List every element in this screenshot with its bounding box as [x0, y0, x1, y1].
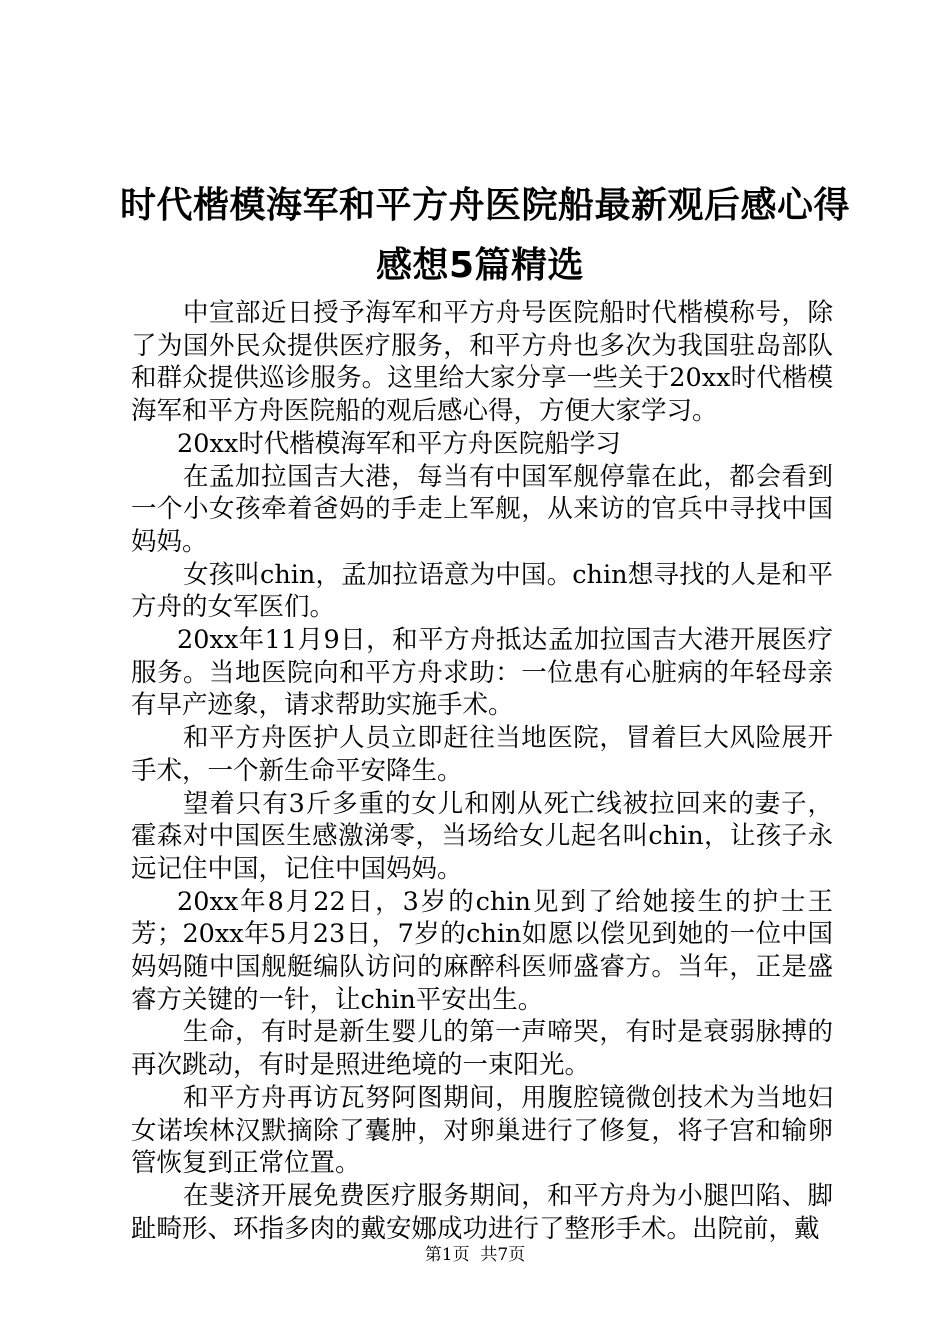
page-number-footer: 第1页 共7页 — [424, 1245, 526, 1265]
paragraph: 和平方舟医护人员立即赶往当地医院，冒着巨大风险展开手术，一个新生命平安降生。 — [131, 723, 833, 786]
document-title-line-2: 感想5篇精选 — [375, 245, 585, 286]
document-body — [131, 297, 833, 1245]
paragraph: 20xx年8月22日，3岁的chin见到了给她接生的护士王芳；20xx年5月23日，7岁的chin如愿以偿见到她的一位中国妈妈随中国舰艇编队访问的麻醉科医师盛睿方。当年，正是盛睿方关键的一针，让chin平安出生。 — [131, 886, 833, 1015]
paragraph: 女孩叫chin，孟加拉语意为中国。chin想寻找的人是和平方舟的女军医们。 — [131, 559, 833, 623]
paragraph-subheading: 20xx时代楷模海军和平方舟医院船学习 — [177, 428, 621, 459]
paragraph: 和平方舟再访瓦努阿图期间，用腹腔镜微创技术为当地妇女诺埃林汉默摘除了囊肿，对卵巢进行了修复，将子宫和输卵管恢复到正常位置。 — [131, 1082, 833, 1179]
document-title-line-1: 时代楷模海军和平方舟医院船最新观后感心得 — [120, 185, 851, 226]
paragraph-intro: 中宣部近日授予海军和平方舟号医院船时代楷模称号，除了为国外民众提供医疗服务，和平方舟也多次为我国驻岛部队和群众提供巡诊服务。这里给大家分享一些关于20xx时代楷模海军和平方舟医院船的观后感心得，方便大家学习。 — [131, 298, 833, 427]
paragraph: 在孟加拉国吉大港，每当有中国军舰停靠在此，都会看到一个小女孩牵着爸妈的手走上军舰，从来访的官兵中寻找中国妈妈。 — [131, 461, 833, 557]
paragraph: 生命，有时是新生婴儿的第一声啼哭，有时是衰弱脉搏的再次跳动，有时是照进绝境的一束阳光。 — [131, 1017, 833, 1081]
paragraph: 在斐济开展免费医疗服务期间，和平方舟为小腿凹陷、脚趾畸形、环指多肉的戴安娜成功进行了整形手术。出院前，戴 — [131, 1180, 833, 1244]
paragraph: 望着只有3斤多重的女儿和刚从死亡线被拉回来的妻子，霍森对中国医生感激涕零，当场给女儿起名叫chin，让孩子永远记住中国，记住中国妈妈。 — [131, 788, 833, 884]
paragraph: 20xx年11月9日，和平方舟抵达孟加拉国吉大港开展医疗服务。当地医院向和平方舟求助：一位患有心脏病的年轻母亲有早产迹象，请求帮助实施手术。 — [131, 625, 833, 721]
